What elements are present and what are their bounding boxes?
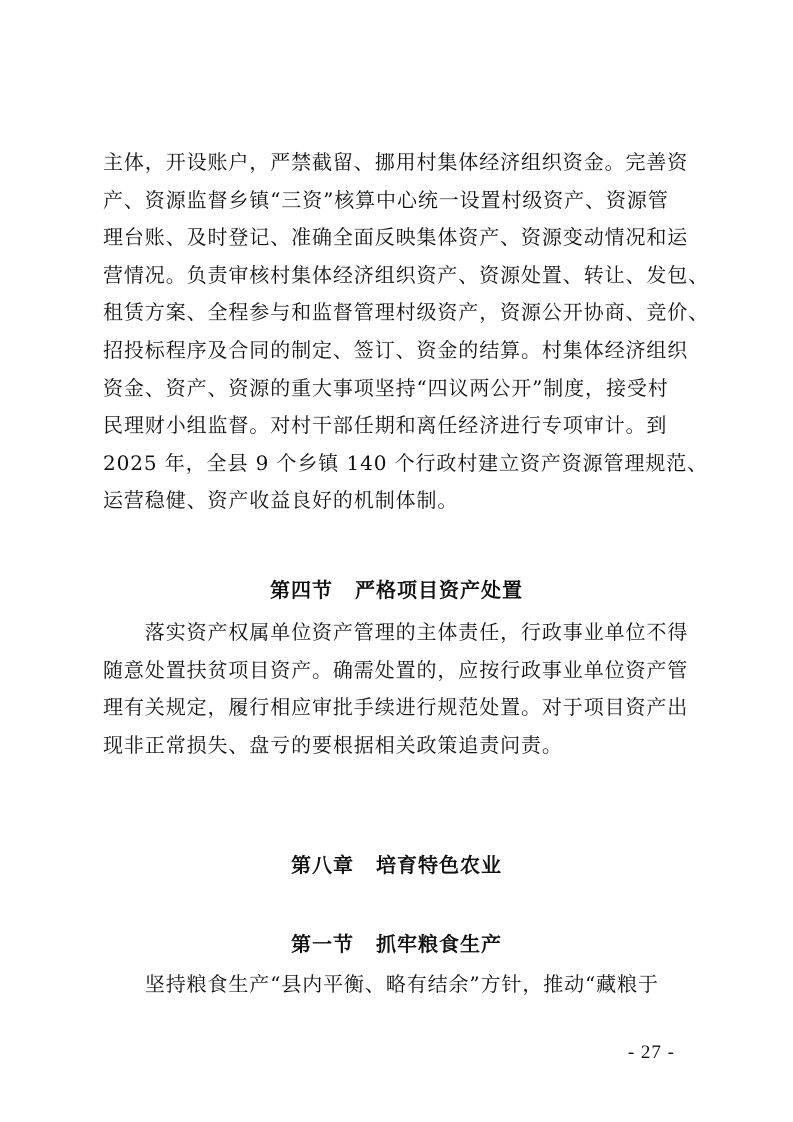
- page-number: - 27 -: [627, 1042, 675, 1063]
- text-line: 租赁方案、全程参与和监督管理村级资产，资源公开协商、竞价、: [103, 300, 710, 325]
- chapter-heading: [0, 849, 793, 878]
- text-line: 主体，开设账户，严禁截留、挪用村集体经济组织资金。完善资: [103, 150, 689, 174]
- text-line: 落实资产权属单位资产管理的主体责任，行政事业单位不得: [103, 620, 689, 644]
- text-line: 坚持粮食生产“县内平衡、略有结余”方针，推动“藏粮于: [103, 972, 659, 996]
- text-line: 理有关规定，履行相应审批手续进行规范处置。对于项目资产出: [103, 695, 689, 720]
- text-line: 理台账、及时登记、准确全面反映集体资产、资源变动情况和运: [103, 225, 689, 250]
- section-number: 第一节: [291, 932, 354, 956]
- text-line: 运营稳健、资产收益良好的机制体制。: [103, 488, 459, 513]
- body-paragraph: [103, 144, 710, 520]
- text-line: 资金、资产、资源的重大事项坚持“四议两公开”制度，接受村: [103, 375, 669, 400]
- body-paragraph: [103, 614, 693, 764]
- text-line: 营情况。负责审核村集体经济组织资产、资源处置、转让、发包、: [103, 262, 710, 287]
- text-line: 招投标程序及合同的制定、签订、资金的结算。村集体经济组织: [103, 337, 689, 362]
- text-line: 产、资源监督乡镇“三资”核算中心统一设置村级资产、资源管: [103, 187, 669, 212]
- chapter-number: 第八章: [291, 853, 354, 877]
- section-number: 第四节: [270, 578, 333, 602]
- text-line: 2025 年，全县 9 个乡镇 140 个行政村建立资产资源管理规范、: [103, 450, 709, 475]
- text-line: 现非正常损失、盘亏的要根据相关政策追责问责。: [103, 732, 563, 757]
- chapter-title: 培育特色农业: [376, 853, 502, 877]
- section-title: 严格项目资产处置: [355, 578, 523, 602]
- section-heading: [0, 574, 793, 603]
- section-title: 抓牢粮食生产: [376, 932, 502, 956]
- section-heading: [0, 928, 793, 957]
- body-paragraph: [103, 966, 693, 1004]
- text-line: 随意处置扶贫项目资产。确需处置的，应按行政事业单位资产管: [103, 657, 689, 682]
- text-line: 民理财小组监督。对村干部任期和离任经济进行专项审计。到: [103, 413, 668, 438]
